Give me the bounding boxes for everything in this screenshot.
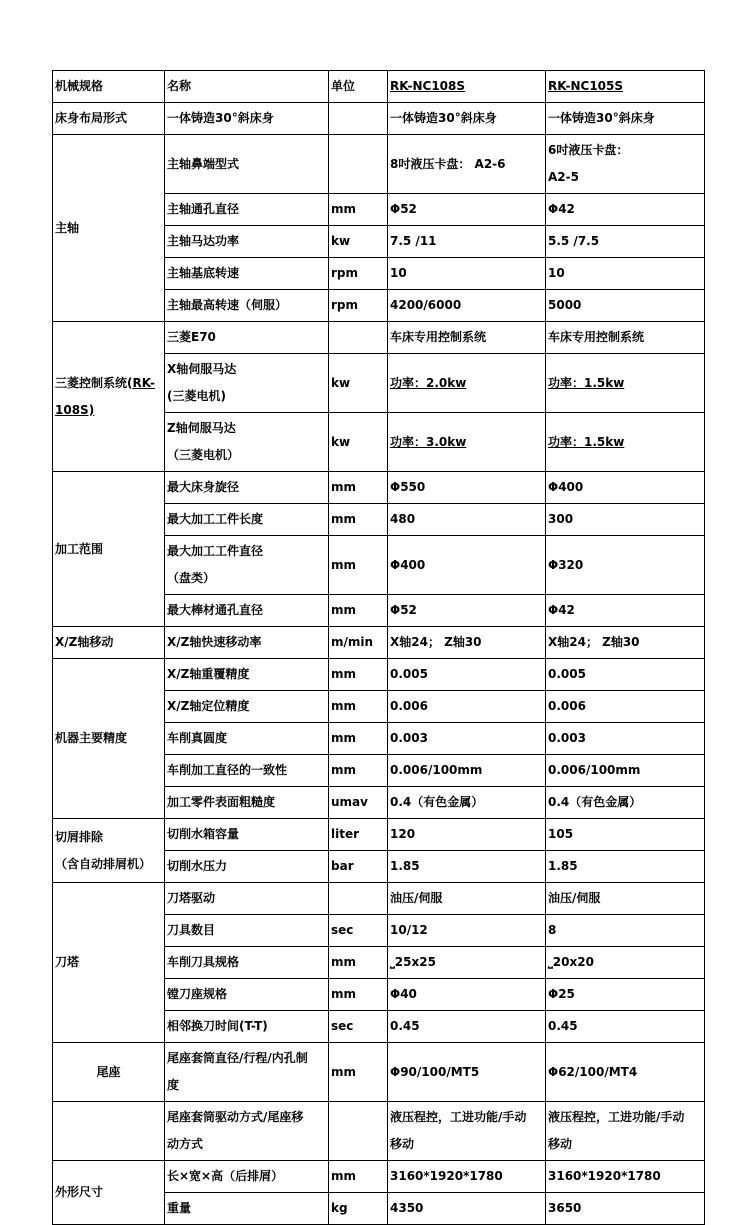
- spec-name-line: （盘类）: [167, 571, 216, 585]
- spec-value-105s: 105: [546, 819, 705, 851]
- spec-unit: [329, 883, 388, 915]
- spec-name: 主轴马达功率: [165, 226, 329, 258]
- group-label: [53, 322, 165, 472]
- spec-value-108s: Φ40: [388, 979, 546, 1011]
- spec-unit: m/min: [329, 627, 388, 659]
- spec-name: 主轴基底转速: [165, 258, 329, 290]
- spec-value-108s: 480: [388, 504, 546, 536]
- group-label: X/Z轴移动: [53, 627, 165, 659]
- spec-name: 车削加工直径的一致性: [165, 755, 329, 787]
- spec-unit: [329, 135, 388, 194]
- spec-value-108s: 1.85: [388, 851, 546, 883]
- spec-unit: [329, 103, 388, 135]
- spec-value-108s: 0.006: [388, 691, 546, 723]
- table-header-row: [53, 71, 705, 103]
- spec-value-105s: 0.005: [546, 659, 705, 691]
- spec-value-105s: 3650: [546, 1193, 705, 1225]
- group-label: 机器主要精度: [53, 659, 165, 819]
- table-row: [53, 103, 705, 135]
- spec-value-105s: 0.006/100mm: [546, 755, 705, 787]
- spec-value-108s: 4200/6000: [388, 290, 546, 322]
- spec-unit: mm: [329, 595, 388, 627]
- spec-value-108s: Φ90/100/MT5: [388, 1043, 546, 1102]
- spec-value-108s: 0.005: [388, 659, 546, 691]
- spec-unit: mm: [329, 1161, 388, 1193]
- spec-name-line: （三菱电机）: [167, 448, 240, 462]
- spec-name: 最大棒材通孔直径: [165, 595, 329, 627]
- spec-unit: kw: [329, 413, 388, 472]
- spec-value-105s: Φ62/100/MT4: [546, 1043, 705, 1102]
- group-label: [53, 819, 165, 883]
- spec-value-108s: 4350: [388, 1193, 546, 1225]
- group-label: 床身布局形式: [53, 103, 165, 135]
- spec-value-105s: 功率：1.5kw: [546, 413, 705, 472]
- table-row: [53, 883, 705, 915]
- spec-name-line: (三菱电机): [167, 389, 226, 403]
- spec-unit: mm: [329, 659, 388, 691]
- spec-value-108s: 一体铸造30°斜床身: [388, 103, 546, 135]
- spec-value-105s: 5.5 /7.5: [546, 226, 705, 258]
- spec-value-line: A2-5: [548, 170, 579, 184]
- spec-value-108s: 10/12: [388, 915, 546, 947]
- spec-name: 刀塔驱动: [165, 883, 329, 915]
- group-label: 外形尺寸: [53, 1161, 165, 1225]
- header-name: 名称: [165, 71, 329, 103]
- spec-name: [165, 1102, 329, 1161]
- group-label-line: 切屑排除: [55, 829, 104, 844]
- spec-name: 加工零件表面粗糙度: [165, 787, 329, 819]
- spec-unit: bar: [329, 851, 388, 883]
- group-label: [53, 1102, 165, 1161]
- spec-name: [165, 413, 329, 472]
- spec-value-105s: 0.003: [546, 723, 705, 755]
- spec-unit: sec: [329, 1011, 388, 1043]
- spec-unit: [329, 1102, 388, 1161]
- spec-value-105s: Φ320: [546, 536, 705, 595]
- group-label: 刀塔: [53, 883, 165, 1043]
- spec-unit: kg: [329, 1193, 388, 1225]
- spec-name: 长×宽×高（后排屑）: [165, 1161, 329, 1193]
- header-model-105s: RK-NC105S: [546, 71, 705, 103]
- table-row: [53, 135, 705, 194]
- spec-value-108s: 7.5 /11: [388, 226, 546, 258]
- spec-name: 相邻换刀时间(T-T): [165, 1011, 329, 1043]
- spec-unit: mm: [329, 504, 388, 536]
- spec-unit: mm: [329, 755, 388, 787]
- spec-unit: [329, 322, 388, 354]
- spec-value-105s: [546, 135, 705, 194]
- spec-unit: rpm: [329, 290, 388, 322]
- spec-name: X/Z轴快速移动率: [165, 627, 329, 659]
- spec-value-108s: [388, 1102, 546, 1161]
- spec-name: 主轴鼻端型式: [165, 135, 329, 194]
- spec-value-108s: Φ52: [388, 595, 546, 627]
- spec-unit: mm: [329, 979, 388, 1011]
- spec-name: 切削水箱容量: [165, 819, 329, 851]
- spec-value-105s: 0.4（有色金属）: [546, 787, 705, 819]
- spec-value-108s: 8吋液压卡盘： A2-6: [388, 135, 546, 194]
- spec-value-108s: 车床专用控制系统: [388, 322, 546, 354]
- spec-name: 重量: [165, 1193, 329, 1225]
- table-row: [53, 1102, 705, 1161]
- spec-unit: kw: [329, 354, 388, 413]
- spec-name: [165, 354, 329, 413]
- spec-name: X/Z轴定位精度: [165, 691, 329, 723]
- spec-value-105s: 5000: [546, 290, 705, 322]
- spec-unit: mm: [329, 723, 388, 755]
- spec-unit: rpm: [329, 258, 388, 290]
- spec-name-line: 度: [167, 1078, 180, 1092]
- spec-unit: mm: [329, 947, 388, 979]
- spec-unit: liter: [329, 819, 388, 851]
- spec-value-105s: 车床专用控制系统: [546, 322, 705, 354]
- table-row: [53, 627, 705, 659]
- spec-value-108s: 120: [388, 819, 546, 851]
- group-label: 加工范围: [53, 472, 165, 627]
- spec-value-108s: Φ400: [388, 536, 546, 595]
- spec-name-line: 最大加工工件直径: [167, 544, 264, 558]
- spec-value-108s: 0.4（有色金属）: [388, 787, 546, 819]
- group-label: 主轴: [53, 135, 165, 322]
- spec-value-line: 移动: [390, 1137, 415, 1151]
- spec-value-105s: 8: [546, 915, 705, 947]
- spec-unit: umav: [329, 787, 388, 819]
- spec-value-108s: X轴24； Z轴30: [388, 627, 546, 659]
- spec-value-108s: 3160*1920*1780: [388, 1161, 546, 1193]
- group-label-line: （含自动排屑机）: [55, 856, 152, 871]
- spec-value-105s: 一体铸造30°斜床身: [546, 103, 705, 135]
- header-model-108s: RK-NC108S: [388, 71, 546, 103]
- spec-value-108s: Φ550: [388, 472, 546, 504]
- table-row: [53, 819, 705, 851]
- table-row: [53, 322, 705, 354]
- spec-name: 最大加工工件长度: [165, 504, 329, 536]
- spec-value-105s: Φ42: [546, 595, 705, 627]
- spec-name: 车削真圆度: [165, 723, 329, 755]
- spec-unit: kw: [329, 226, 388, 258]
- spec-unit: mm: [329, 194, 388, 226]
- spec-name: [165, 1043, 329, 1102]
- spec-name: 车削刀具规格: [165, 947, 329, 979]
- spec-name-line: 尾座套筒直径/行程/内孔制: [167, 1051, 308, 1065]
- group-label-line: RK-108S): [55, 375, 155, 417]
- spec-name: 刀具数目: [165, 915, 329, 947]
- spec-value-line: 移动: [548, 1137, 573, 1151]
- spec-value-105s: 10: [546, 258, 705, 290]
- spec-value-105s: Φ42: [546, 194, 705, 226]
- spec-name: X/Z轴重覆精度: [165, 659, 329, 691]
- spec-value-105s: Φ400: [546, 472, 705, 504]
- spec-unit: mm: [329, 1043, 388, 1102]
- table-row: [53, 472, 705, 504]
- spec-name: 主轴最高转速（伺服）: [165, 290, 329, 322]
- spec-name: 主轴通孔直径: [165, 194, 329, 226]
- spec-value-105s: 300: [546, 504, 705, 536]
- spec-unit: mm: [329, 472, 388, 504]
- spec-name-line: X轴伺服马达: [167, 362, 237, 376]
- spec-value-105s: 0.006: [546, 691, 705, 723]
- spec-name: [165, 536, 329, 595]
- spec-name: 一体铸造30°斜床身: [165, 103, 329, 135]
- spec-value-108s: Φ52: [388, 194, 546, 226]
- table-row: [53, 1043, 705, 1102]
- spec-unit: mm: [329, 536, 388, 595]
- header-spec: 机械规格: [53, 71, 165, 103]
- spec-value-108s: 0.45: [388, 1011, 546, 1043]
- spec-name-line: Z轴伺服马达: [167, 421, 236, 435]
- spec-value-108s: 10: [388, 258, 546, 290]
- spec-value-105s: 1.85: [546, 851, 705, 883]
- spec-name: 镗刀座规格: [165, 979, 329, 1011]
- spec-value-108s: 油压/伺服: [388, 883, 546, 915]
- spec-value-line: 液压程控，工进功能/手动: [548, 1110, 685, 1124]
- spec-unit: mm: [329, 691, 388, 723]
- spec-value-105s: 0.45: [546, 1011, 705, 1043]
- spec-value-108s: 0.006/100mm: [388, 755, 546, 787]
- spec-value-105s: ⎵20x20: [546, 947, 705, 979]
- group-label: 尾座: [53, 1043, 165, 1102]
- table-row: [53, 1161, 705, 1193]
- spec-unit: sec: [329, 915, 388, 947]
- spec-table: [52, 70, 705, 1225]
- spec-value-line: 液压程控，工进功能/手动: [390, 1110, 527, 1124]
- spec-value-line: 6吋液压卡盘：: [548, 143, 629, 157]
- header-unit: 单位: [329, 71, 388, 103]
- spec-name: 三菱E70: [165, 322, 329, 354]
- table-row: [53, 659, 705, 691]
- spec-name-line: 尾座套筒驱动方式/尾座移: [167, 1110, 304, 1124]
- spec-name: 最大床身旋径: [165, 472, 329, 504]
- spec-value-105s: 功率：1.5kw: [546, 354, 705, 413]
- spec-value-108s: ⎵25x25: [388, 947, 546, 979]
- spec-value-108s: 功率：3.0kw: [388, 413, 546, 472]
- spec-value-108s: 0.003: [388, 723, 546, 755]
- spec-name: 切削水压力: [165, 851, 329, 883]
- spec-name-line: 动方式: [167, 1137, 204, 1151]
- spec-value-105s: [546, 1102, 705, 1161]
- spec-value-105s: X轴24； Z轴30: [546, 627, 705, 659]
- group-label-line: 三菱控制系统(: [55, 375, 133, 390]
- spec-value-108s: 功率：2.0kw: [388, 354, 546, 413]
- spec-value-105s: 油压/伺服: [546, 883, 705, 915]
- spec-value-105s: Φ25: [546, 979, 705, 1011]
- spec-value-105s: 3160*1920*1780: [546, 1161, 705, 1193]
